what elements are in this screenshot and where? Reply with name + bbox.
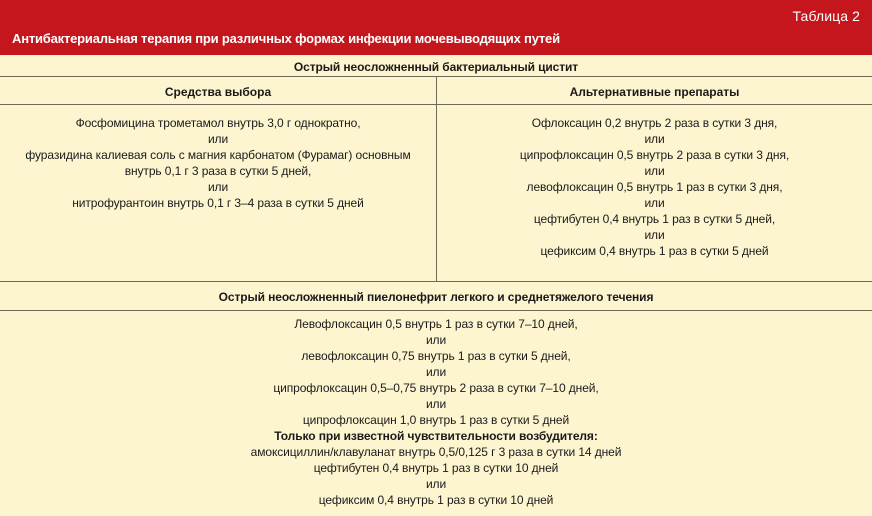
drug-line: ципрофлоксацин 0,5–0,75 внутрь 2 раза в сутки 7–10 дней, [273,381,599,395]
or-separator: или [644,196,665,210]
drug-line: Офлоксацин 0,2 внутрь 2 раза в сутки 3 дня, [531,116,778,130]
or-separator: или [425,477,447,491]
drug-line: цефтибутен 0,4 внутрь 1 раз в сутки 5 дней, [533,212,776,226]
section-title-pyelonephritis: Острый неосложненный пиелонефрит легкого и среднетяжелого течения [218,290,654,304]
pyelonephritis-drugs-cell [0,316,872,508]
drug-line: цефтибутен 0,4 внутрь 1 раз в сутки 10 дней [313,461,559,475]
or-separator: или [644,132,665,146]
alternative-drugs-cell [437,115,872,259]
choice-drugs-cell [0,115,436,211]
drug-line: Фосфомицина трометамол внутрь 3,0 г однократно, [75,116,361,130]
column-header-choice: Средства выбора [164,85,272,99]
divider [0,310,872,311]
drug-line: внутрь 0,1 г 3 раза в сутки 5 дней, [124,164,312,178]
or-separator: или [425,333,447,347]
drug-line: амоксициллин/клавуланат внутрь 0,5/0,125 г 3 раза в сутки 14 дней [250,445,622,459]
drug-line: цефиксим 0,4 внутрь 1 раз в сутки 10 дней [318,493,554,507]
section-title-cystitis: Острый неосложненный бактериальный цистит [293,60,579,74]
column-header-alternative: Альтернативные препараты [569,85,740,99]
or-separator: или [207,180,229,194]
or-separator: или [425,365,447,379]
divider [0,281,872,282]
drug-line: левофлоксацин 0,75 внутрь 1 раз в сутки 5 дней, [301,349,571,363]
drug-line: ципрофлоксацин 0,5 внутрь 2 раза в сутки 3 дня, [519,148,790,162]
or-separator: или [644,228,665,242]
drug-line: фуразидина калиевая соль с магния карбонатом (Фурамаг) основным [25,148,411,162]
table-number: Таблица 2 [792,8,860,24]
table-title: Антибактериальная терапия при различных формах инфекции мочевыводящих путей [12,31,560,46]
drug-line: левофлоксацин 0,5 внутрь 1 раз в сутки 3 дня, [526,180,783,194]
drug-line: Только при известной чувствительности возбудителя: [274,429,598,443]
drug-line: Левофлоксацин 0,5 внутрь 1 раз в сутки 7–10 дней, [294,317,578,331]
drug-line: нитрофурантоин внутрь 0,1 г 3–4 раза в сутки 5 дней [72,196,364,210]
drug-line: цефиксим 0,4 внутрь 1 раз в сутки 5 дней [540,244,769,258]
table-header [0,0,872,55]
or-separator: или [644,164,665,178]
or-separator: или [207,132,229,146]
drug-line: ципрофлоксацин 1,0 внутрь 1 раз в сутки 5 дней [302,413,570,427]
or-separator: или [425,397,447,411]
